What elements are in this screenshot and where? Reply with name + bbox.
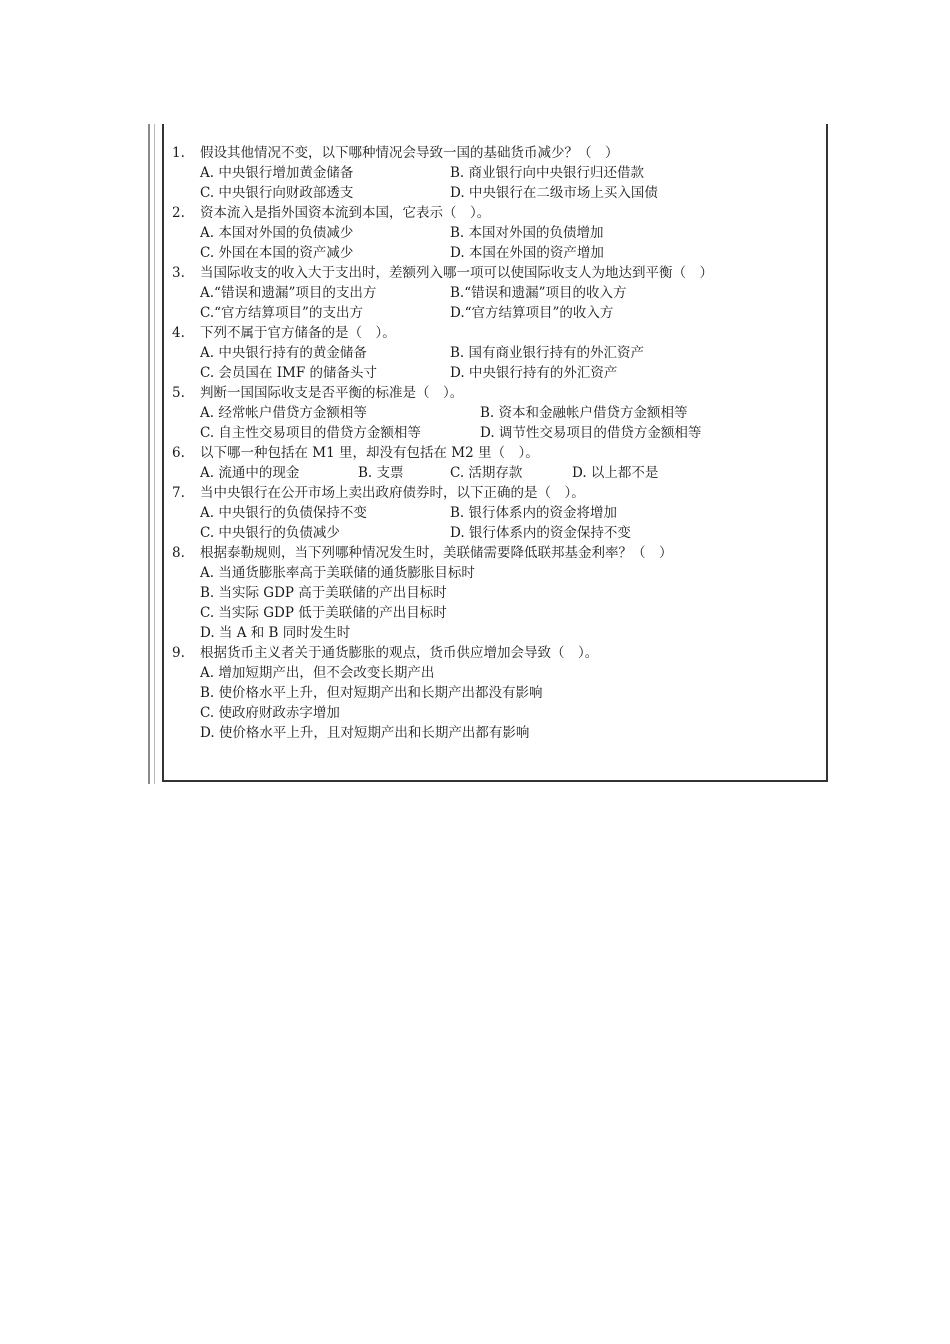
option-c: C. 当实际 GDP 低于美联储的产出目标时 <box>200 605 447 621</box>
option-a: A. 增加短期产出，但不会改变长期产出 <box>200 665 435 681</box>
options-row <box>172 523 812 543</box>
options-row <box>172 583 812 603</box>
question-text: 假设其他情况不变，以下哪种情况会导致一国的基础货币减少？（ ） <box>200 145 619 161</box>
options-row <box>172 683 812 703</box>
option-a: A. 本国对外国的负债减少 <box>200 225 354 241</box>
option-b: B. 使价格水平上升，但对短期产出和长期产出都没有影响 <box>200 685 543 701</box>
option-d: D. 银行体系内的资金保持不变 <box>450 525 631 541</box>
options-row <box>172 703 812 723</box>
option-c: C. 活期存款 <box>450 465 523 481</box>
question-text: 资本流入是指外国资本流到本国，它表示（ ）。 <box>200 205 491 221</box>
question-5 <box>172 383 812 403</box>
options-row <box>172 403 812 423</box>
option-c: C. 外国在本国的资产减少 <box>200 245 354 261</box>
option-b: B. 支票 <box>358 465 404 481</box>
option-c: C. 会员国在 IMF 的储备头寸 <box>200 365 378 381</box>
options-row <box>172 303 812 323</box>
options-row <box>172 603 812 623</box>
option-a: A. 经常帐户借贷方金额相等 <box>200 405 367 421</box>
option-d: D. 中央银行持有的外汇资产 <box>450 365 618 381</box>
question-4 <box>172 323 812 343</box>
option-a: A. 中央银行增加黄金储备 <box>200 165 354 181</box>
question-number: 5. <box>172 385 185 401</box>
option-d: D. 以上都不是 <box>572 465 659 481</box>
option-a: A. 流通中的现金 <box>200 465 300 481</box>
option-d: D. 本国在外国的资产增加 <box>450 245 604 261</box>
options-row <box>172 463 812 483</box>
question-text: 当中央银行在公开市场上卖出政府债券时，以下正确的是（ ）。 <box>200 485 585 501</box>
options-row <box>172 243 812 263</box>
question-number: 6. <box>172 445 185 461</box>
question-1 <box>172 143 812 163</box>
question-text: 根据泰勒规则，当下列哪种情况发生时，美联储需要降低联邦基金利率？（ ） <box>200 545 673 561</box>
options-row <box>172 183 812 203</box>
option-a: A. 中央银行的负债保持不变 <box>200 505 367 521</box>
option-b: B. 商业银行向中央银行归还借款 <box>450 165 645 181</box>
question-7 <box>172 483 812 503</box>
options-row <box>172 283 812 303</box>
options-row <box>172 563 812 583</box>
option-b: B. 本国对外国的负债增加 <box>450 225 604 241</box>
question-2 <box>172 203 812 223</box>
options-row <box>172 343 812 363</box>
options-row <box>172 723 812 743</box>
question-text: 当国际收支的收入大于支出时，差额列入哪一项可以使国际收支人为地达到平衡（ ） <box>200 265 713 281</box>
options-row <box>172 503 812 523</box>
question-3 <box>172 263 812 283</box>
option-d: D. 中央银行在二级市场上买入国债 <box>450 185 658 201</box>
question-8 <box>172 543 812 563</box>
option-b: B. 当实际 GDP 高于美联储的产出目标时 <box>200 585 447 601</box>
option-a: A. 中央银行持有的黄金储备 <box>200 345 367 361</box>
question-text: 根据货币主义者关于通货膨胀的观点，货币供应增加会导致（ ）。 <box>200 645 599 661</box>
question-number: 8. <box>172 545 185 561</box>
option-c: C.“官方结算项目”的支出方 <box>200 305 363 321</box>
options-row <box>172 623 812 643</box>
option-d: D. 当 A 和 B 同时发生时 <box>200 625 351 641</box>
option-b: B.“错误和遗漏”项目的收入方 <box>450 285 627 301</box>
options-row <box>172 663 812 683</box>
options-row <box>172 423 812 443</box>
options-row <box>172 163 812 183</box>
question-number: 4. <box>172 325 185 341</box>
scan-edge-line <box>148 124 150 784</box>
option-c: C. 自主性交易项目的借贷方金额相等 <box>200 425 421 441</box>
question-list <box>172 143 812 743</box>
option-d: D. 使价格水平上升，且对短期产出和长期产出都有影响 <box>200 725 530 741</box>
option-c: C. 中央银行的负债减少 <box>200 525 340 541</box>
question-number: 3. <box>172 265 185 281</box>
question-number: 7. <box>172 485 185 501</box>
question-number: 9. <box>172 645 185 661</box>
options-row <box>172 363 812 383</box>
option-b: B. 资本和金融帐户借贷方金额相等 <box>480 405 688 421</box>
option-a: A. 当通货膨胀率高于美联储的通货膨胀目标时 <box>200 565 475 581</box>
option-b: B. 国有商业银行持有的外汇资产 <box>450 345 645 361</box>
options-row <box>172 223 812 243</box>
question-text: 下列不属于官方储备的是（ ）。 <box>200 325 396 341</box>
question-9 <box>172 643 812 663</box>
option-b: B. 银行体系内的资金将增加 <box>450 505 618 521</box>
option-d: D. 调节性交易项目的借贷方金额相等 <box>480 425 702 441</box>
option-d: D.“官方结算项目”的收入方 <box>450 305 614 321</box>
scan-edge-line <box>154 124 155 784</box>
question-number: 1. <box>172 145 185 161</box>
question-text: 判断一国国际收支是否平衡的标准是（ ）。 <box>200 385 464 401</box>
question-number: 2. <box>172 205 185 221</box>
question-text: 以下哪一种包括在 M1 里，却没有包括在 M2 里（ ）。 <box>200 445 539 461</box>
question-6 <box>172 443 812 463</box>
option-c: C. 中央银行向财政部透支 <box>200 185 354 201</box>
option-c: C. 使政府财政赤字增加 <box>200 705 340 721</box>
option-a: A.“错误和遗漏”项目的支出方 <box>200 285 377 301</box>
